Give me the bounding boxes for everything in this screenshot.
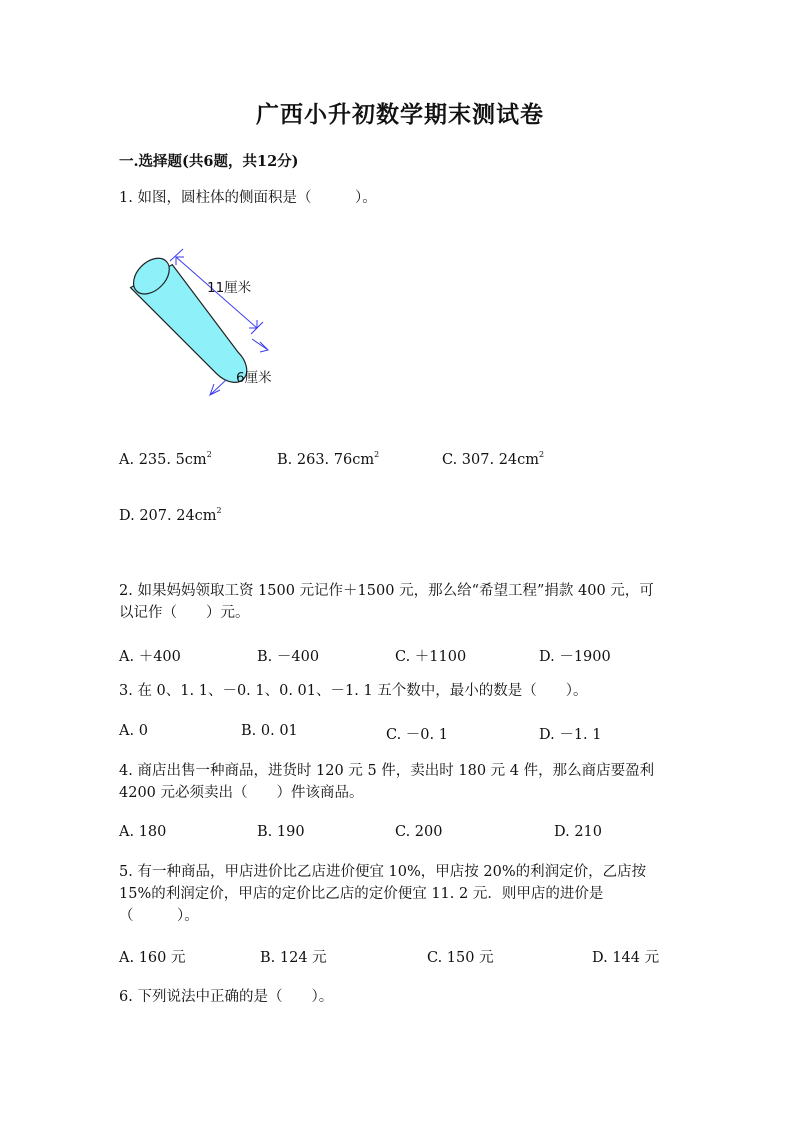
q4-option-b[interactable]: B. 190 [257,824,305,840]
length-label: 11厘米 [207,280,252,296]
question-6-stem: 6. 下列说法中正确的是（ ）。 [119,989,334,1005]
page-title: 广西小升初数学期末测试卷 [256,101,544,128]
q1-option-a[interactable]: A. 235. $5cm^2$ [119,450,212,468]
q5-option-b[interactable]: B. 124 元 [260,950,327,966]
question-4-stem: 4. 商店出售一种商品，进货时 120 元 5 件，卖出时 180 元 4 件，那么商店要盈利 4200 元必须卖出（ ）件该商品。 [119,763,655,801]
section-heading: 一.选择题(共6题，共12分) [119,153,299,170]
q5-option-c[interactable]: C. 150 元 [427,950,494,966]
question-3-stem: 3. 在 0、1. 1、－0. 1、0. 01、－1. 1 五个数中，最小的数是（ ）。 [119,683,588,699]
q4-option-a[interactable]: A. 180 [119,824,167,840]
q2-option-c[interactable]: C. ＋1100 [395,649,467,665]
q4-option-c[interactable]: C. 200 [395,824,443,840]
q1-option-d[interactable]: D. 207. $24cm^2$ [119,506,222,524]
q3-option-b[interactable]: B. 0. 01 [241,723,298,739]
q4-option-d[interactable]: D. 210 [554,824,603,840]
question-1-stem: 1. 如图，圆柱体的侧面积是（ ）。 [119,190,377,206]
diameter-label: 6厘米 [236,370,272,386]
cylinder-figure [110,240,310,410]
cylinder-body [127,251,247,382]
q1-option-c[interactable]: C. 307. $24cm^2$ [442,450,545,468]
q3-option-c[interactable]: C. －0. 1 [386,727,448,743]
q1-option-b[interactable]: B. 263. $76cm^2$ [277,450,380,468]
q3-option-d[interactable]: D. －1. 1 [539,727,602,743]
q5-option-a[interactable]: A. 160 元 [119,950,186,966]
q5-option-d[interactable]: D. 144 元 [592,950,660,966]
q2-option-b[interactable]: B. －400 [257,649,320,665]
q3-option-a[interactable]: A. 0 [119,723,148,739]
q2-option-a[interactable]: A. ＋400 [119,649,181,665]
question-2-stem: 2. 如果妈妈领取工资 1500 元记作＋1500 元，那么给“希望工程”捐款 400 元，可以记作（ ）元。 [119,583,654,621]
question-5-stem: 5. 有一种商品，甲店进价比乙店进价便宜 10%，甲店按 20%的利润定价，乙店按 15%的利润定价，甲店的定价比乙店的定价便宜 11. 2 元．则甲店的进价是（ ）。 [119,864,647,924]
q2-option-d[interactable]: D. －1900 [539,649,611,665]
